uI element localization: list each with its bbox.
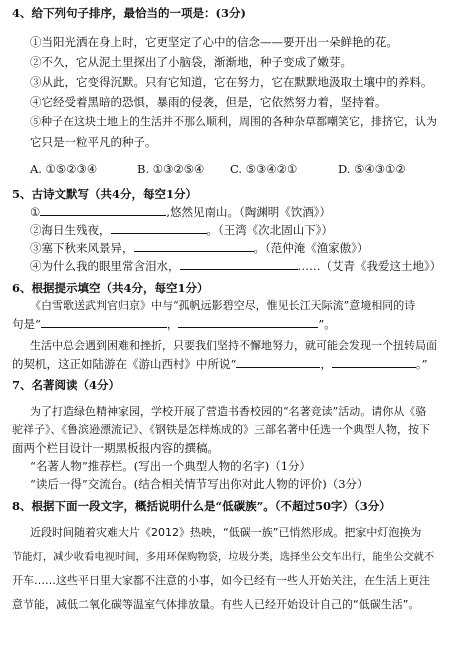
q5-line-2 xyxy=(30,223,333,237)
answer-blank[interactable] xyxy=(41,317,167,328)
answer-blank[interactable] xyxy=(332,357,416,368)
q8-line-2: 节能灯，减少收看电视时间，多用环保购物袋，垃圾分类，选择坐公交车出行，能坐公交就不 xyxy=(12,551,435,563)
q7-line-1: 为了打造绿色精神家园，学校开展了营造书香校园的“名著竞读”活动。请你从《骆 xyxy=(30,405,427,418)
q5-line-4-source: ……（艾青《我爱这土地》） xyxy=(297,259,442,273)
q7-line-3: 面两个栏目设计一期黑板报内容的撰稿。 xyxy=(12,441,219,455)
q5-line-1 xyxy=(30,205,331,219)
q4-sentence-3: ③从此，它变得沉默。只有它知道，它在努力，它在默默地汲取土壤中的养料。 xyxy=(30,75,433,89)
q5-line-1-text: ,悠然见南山。（陶渊明《饮酒》） xyxy=(166,205,331,219)
answer-blank[interactable] xyxy=(180,259,298,270)
q6-line-1: 《白雪歌送武判官归京》中与“孤帆远影碧空尽，惟见长江天际流”意境相同的诗 xyxy=(30,299,416,312)
q6-line-3: 生活中总会遇到困难和挫折，只要我们坚持不懈地努力，就可能会发现一个扭转局面 xyxy=(30,339,437,352)
q6-line-2-prefix: 句是“ xyxy=(12,317,41,331)
q6-line-4-prefix: 的契机，这正如陆游在《游山西村》中所说“ xyxy=(12,357,237,371)
q5-line-4 xyxy=(30,259,441,273)
q7-line-5: “读后一得”交流台。(结合相关情节写出你对此人物的评价)（3分） xyxy=(30,477,369,491)
q4-option-a: A. ①⑤②③④ xyxy=(30,162,98,176)
answer-blank[interactable] xyxy=(40,205,166,216)
q7-title: 7、名著阅读（4分） xyxy=(12,378,121,392)
q4-option-c: C. ⑤③④②① xyxy=(230,162,298,176)
q4-option-b: B. ①③②⑤④ xyxy=(137,162,205,176)
answer-blank[interactable] xyxy=(134,241,254,252)
q7-line-4: “名著人物”推荐栏。(写出一个典型人物的名字)（1分） xyxy=(30,459,312,473)
q5-line-3-text: ③塞下秋来风景异， xyxy=(30,241,134,255)
q4-sentence-1: ①当阳光洒在身上时，它更坚定了心中的信念——要开出一朵鲜艳的花。 xyxy=(30,35,398,49)
q4-sentence-5-cont: 它只是一粒平凡的种子。 xyxy=(30,135,157,149)
q5-line-3-source: 。（范仲淹《渔家傲》） xyxy=(253,241,369,255)
q7-line-2: 驼祥子》、《鲁滨逊漂流记》、《钢铁是怎样炼成的》三部名著中任选一个典型人物，按下 xyxy=(12,423,430,436)
q5-line-4-text: ④为什么我的眼里常含泪水， xyxy=(30,259,180,273)
q8-line-4: 意节能，减低二氧化碳等温室气体排放量。有些人已经开始设计自己的“低碳生活”。 xyxy=(12,598,420,611)
q5-line-2-text: ②海日生残夜， xyxy=(30,223,111,237)
q5-line-3 xyxy=(30,241,369,255)
q6-line-4-suffix: 。” xyxy=(415,357,428,371)
q6-line-2-suffix: ”。 xyxy=(318,317,336,331)
q8-title: 8、根据下面一段文字，概括说明什么是“低碳族”。（不超过50字）（3分） xyxy=(12,499,391,513)
q4-title: 4、给下列句子排序，最恰当的一项是：(3分) xyxy=(12,6,246,20)
q4-sentence-2: ②不久，它从泥土里探出了小脑袋，渐渐地，种子变成了嫩芽。 xyxy=(30,55,352,69)
answer-blank[interactable] xyxy=(178,317,318,328)
q8-line-1: 近段时间随着灾难大片《2012》热映，“低碳一族”已悄然形成。把家中灯泡换为 xyxy=(30,526,422,539)
q6-line-2 xyxy=(12,317,336,331)
q5-line-1-prefix: ① xyxy=(30,205,41,219)
q6-line-4 xyxy=(12,357,428,371)
answer-blank[interactable] xyxy=(111,223,207,234)
q5-title: 5、古诗文默写（共4分，每空1分） xyxy=(12,187,198,201)
q6-title: 6、根据提示填空（共4分，每空1分） xyxy=(12,281,209,295)
q4-option-d: D. ⑤④③①② xyxy=(338,162,406,176)
answer-blank[interactable] xyxy=(236,357,320,368)
q5-line-2-source: 。（王湾《次北固山下》） xyxy=(206,223,333,237)
q4-sentence-4: ④它经受着黑暗的恐惧，暴雨的侵袭，但是，它依然努力着，坚持着。 xyxy=(30,95,387,109)
q6-line-2-comma: ， xyxy=(166,317,179,331)
q4-sentence-5: ⑤种子在这块土地上的生活并不那么顺利，周围的各种杂草都嘲笑它，排挤它，认为 xyxy=(30,115,437,128)
q8-line-3: 开车……这些平日里大家都不注意的小事，如今已经有一些人开始关注，在生活上更注 xyxy=(12,574,430,587)
q6-line-4-comma: ， xyxy=(320,357,332,371)
